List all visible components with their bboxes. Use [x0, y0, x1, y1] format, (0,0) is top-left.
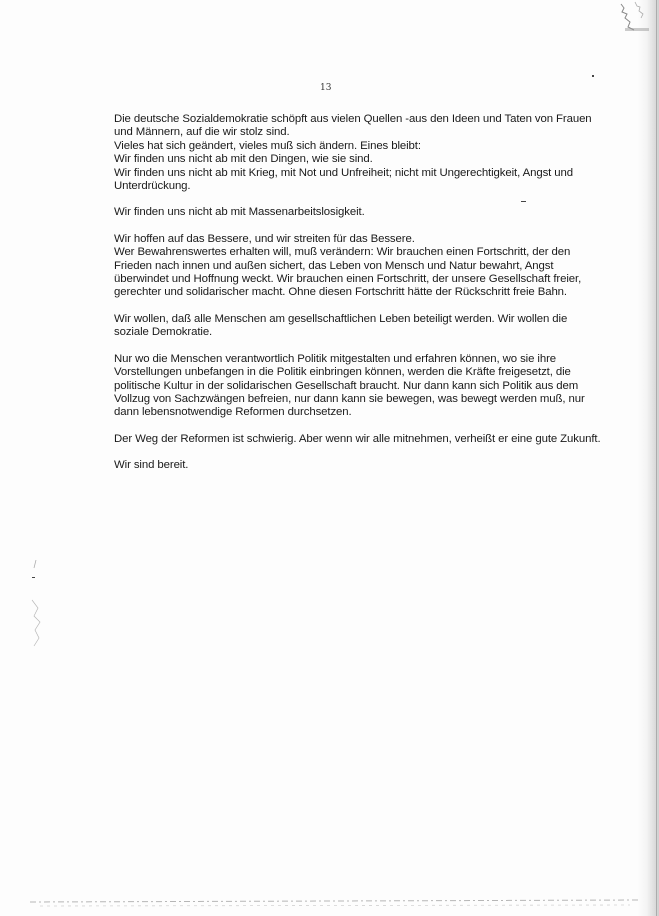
text-line: Die deutsche Sozialdemokratie schöpft aus vielen Quellen -aus den Ideen und Taten von Frauen — [114, 113, 592, 125]
paragraph — [114, 233, 604, 300]
paragraph — [114, 313, 604, 340]
text-line: dann lebensnotwendige Reformen durchsetzen. — [114, 406, 352, 419]
paragraph — [114, 353, 604, 420]
paragraph — [114, 113, 604, 193]
page-number: 13 — [320, 83, 332, 93]
text-line: Unterdrückung. — [114, 180, 191, 193]
text-line: Wir wollen, daß alle Menschen am gesellschaftlichen Leben beteiligt werden. Wir wollen die — [114, 312, 568, 325]
text-line: Wer Bewahrenswertes erhalten will, muß verändern: Wir brauchen einen Fortschritt, der den — [114, 246, 571, 259]
paragraph — [114, 433, 604, 446]
text-line: gerechter und solidarischer macht. Ohne diesen Fortschritt hätte der Rückschritt freie Bahn. — [114, 286, 567, 299]
text-line: soziale Demokratie. — [114, 326, 213, 339]
text-line: Frieden nach innen und außen sichert, das Leben von Mensch und Natur bewahrt, Angst — [114, 259, 554, 272]
text-line: Wir finden uns nicht ab mit den Dingen, wie sie sind. — [114, 153, 373, 166]
text-line: überwindet und Hoffnung weckt. Wir brauchen einen Fortschritt, der unsere Gesellschaft freier, — [114, 273, 582, 286]
text-line: Vorstellungen unbefangen in die Politik einbringen können, werden die Kräfte freigesetzt, die — [114, 366, 571, 379]
text-line: Der Weg der Reformen ist schwierig. Aber wenn wir alle mitnehmen, verheißt er eine gute Zukunft. — [114, 432, 601, 445]
text-line: Wir hoffen auf das Bessere, und wir streiten für das Bessere. — [114, 232, 415, 245]
text-line: Wir sind bereit. — [114, 459, 189, 472]
document-body — [114, 113, 604, 486]
text-line: Vollzug von Sachzwängen befreien, nur dann kann sie bewegen, was bewegt werden muß, nur — [114, 392, 585, 405]
scan-noise-left — [26, 560, 50, 680]
text-line: Vieles hat sich geändert, vieles muß sich ändern. Eines bleibt: — [114, 139, 421, 152]
scan-bottom-artifact — [0, 894, 659, 912]
scan-edge-line — [656, 0, 657, 916]
scan-speck — [32, 577, 35, 578]
paragraph — [114, 206, 604, 219]
text-line: und Männern, auf die wir stolz sind. — [114, 126, 290, 139]
text-line: Wir finden uns nicht ab mit Krieg, mit Not und Unfreiheit; nicht mit Ungerechtigkeit, Angst und — [114, 166, 574, 179]
text-line: Nur wo die Menschen verantwortlich Politik mitgestalten und erfahren können, wo sie ihre — [114, 352, 556, 365]
scan-corner-artifact — [615, 0, 653, 36]
text-line: Wir finden uns nicht ab mit Massenarbeitslosigkeit. — [114, 206, 365, 219]
text-line: politische Kultur in der solidarischen Gesellschaft braucht. Nur dann kann sich Politik aus dem — [114, 379, 579, 392]
scan-speck — [592, 75, 594, 77]
paragraph — [114, 459, 604, 472]
